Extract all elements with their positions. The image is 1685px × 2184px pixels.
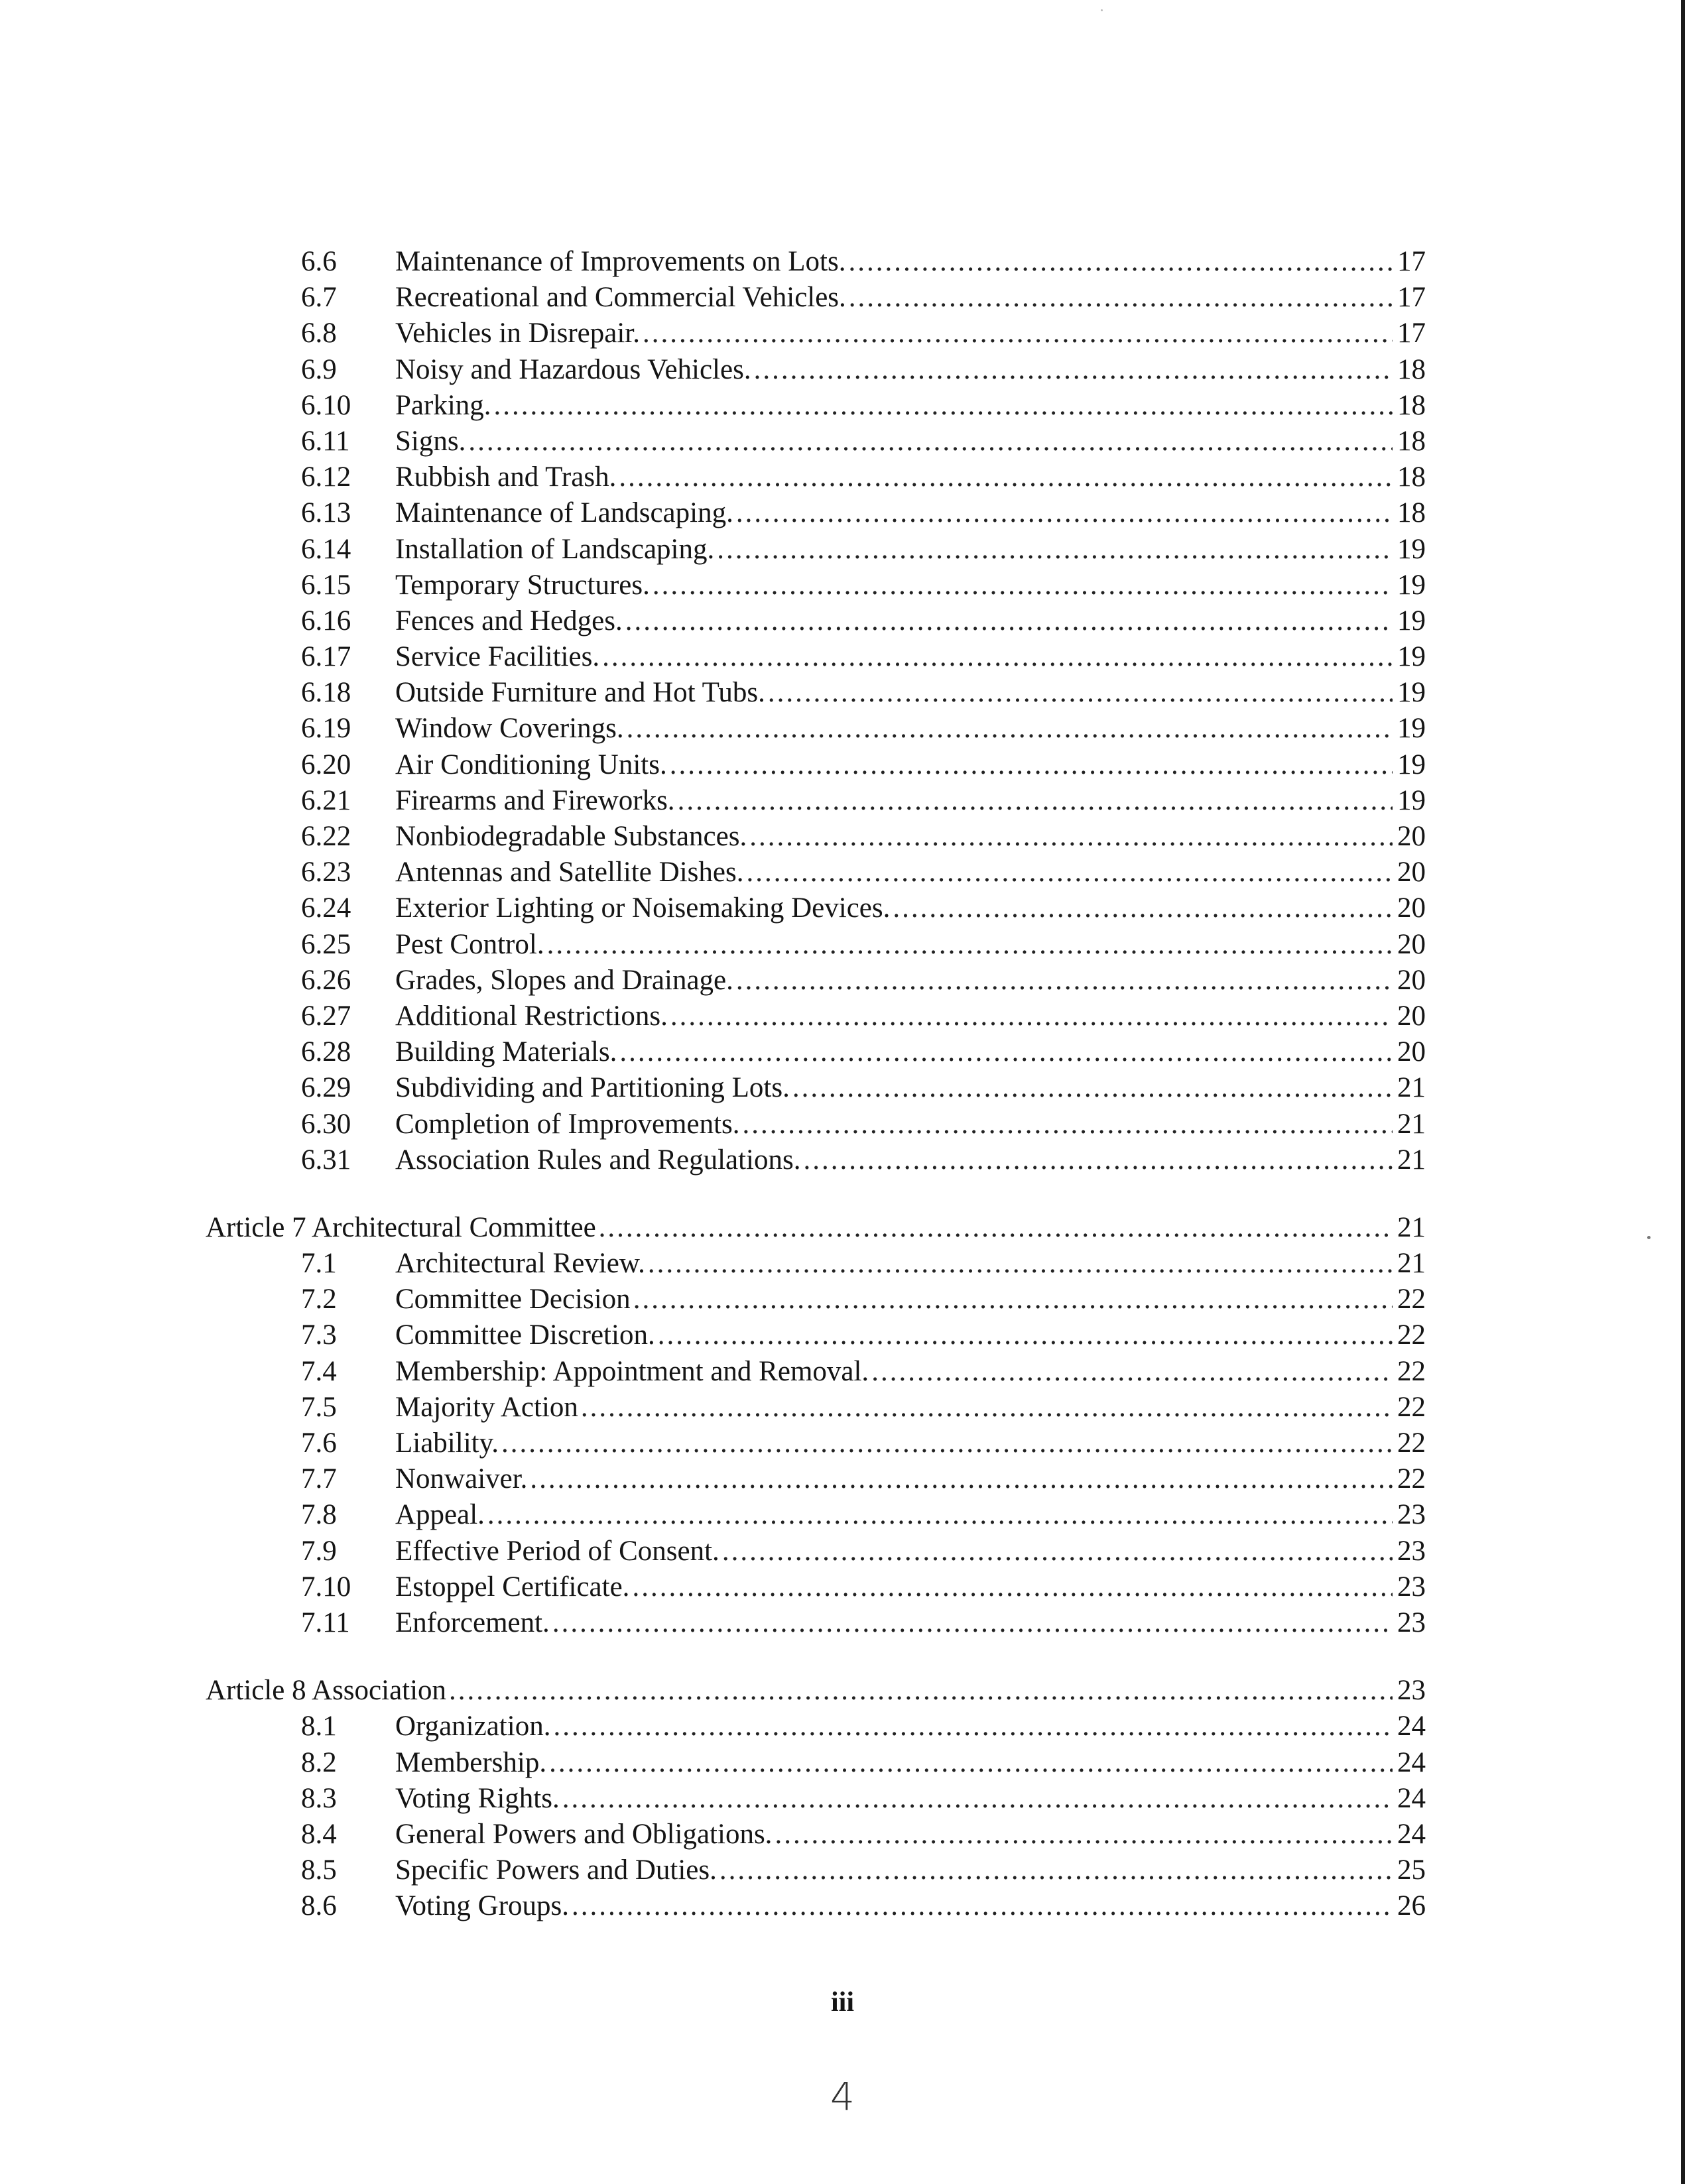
dot-leader xyxy=(717,1852,1393,1888)
entry-line xyxy=(395,1426,1426,1461)
section-title: Completion of Improvements. xyxy=(395,1108,740,1140)
page-number: 18 xyxy=(1397,389,1426,421)
section-title: Architectural Review. xyxy=(395,1248,645,1280)
toc-entry xyxy=(206,1426,1426,1461)
section-title: Installation of Landscaping. xyxy=(395,533,715,565)
section-title: Air Conditioning Units. xyxy=(395,749,667,780)
page-number: 19 xyxy=(1397,641,1426,673)
section-number: 7.7 xyxy=(301,1463,337,1495)
page-number: 24 xyxy=(1397,1818,1426,1850)
section-title: Liability. xyxy=(395,1427,499,1459)
section-number: 7.3 xyxy=(301,1319,337,1351)
dot-leader xyxy=(890,890,1393,926)
page-number: 24 xyxy=(1397,1711,1426,1742)
toc-entry xyxy=(206,963,1426,999)
section-number: 6.8 xyxy=(301,318,337,349)
toc-entry xyxy=(206,603,1426,639)
toc-entry xyxy=(206,711,1426,747)
dot-leader xyxy=(546,1745,1393,1781)
section-number: 6.14 xyxy=(301,533,351,565)
section-number: 6.21 xyxy=(301,784,351,816)
entry-line xyxy=(395,1282,1426,1317)
dot-leader xyxy=(617,1034,1393,1070)
page-number: 22 xyxy=(1397,1355,1426,1387)
section-title: Estoppel Certificate. xyxy=(395,1571,630,1603)
dot-leader xyxy=(499,1426,1393,1461)
dot-leader xyxy=(751,352,1393,388)
entry-line xyxy=(395,603,1426,639)
page-number: 23 xyxy=(1397,1607,1426,1638)
scan-speck xyxy=(1101,9,1103,11)
entry-line xyxy=(395,1317,1426,1353)
entry-line xyxy=(395,1107,1426,1142)
page-number: 19 xyxy=(1397,605,1426,637)
entry-line xyxy=(395,1745,1426,1781)
page-number: 24 xyxy=(1397,1746,1426,1778)
page-number: 22 xyxy=(1397,1427,1426,1459)
section-title: Outside Furniture and Hot Tubs. xyxy=(395,677,765,709)
dot-leader xyxy=(869,1354,1393,1390)
entry-line xyxy=(395,495,1426,531)
section-title: Specific Powers and Duties. xyxy=(395,1854,717,1886)
page-number: 22 xyxy=(1397,1284,1426,1315)
entry-line xyxy=(395,1817,1426,1852)
section-title: Association Rules and Regulations. xyxy=(395,1144,801,1176)
scan-speck xyxy=(1647,1236,1651,1239)
section-number: 6.19 xyxy=(301,713,351,745)
section-number: 8.6 xyxy=(301,1890,337,1922)
dot-leader xyxy=(733,495,1393,531)
section-number: 8.4 xyxy=(301,1818,337,1850)
entry-line xyxy=(395,352,1426,388)
section-title: Appeal. xyxy=(395,1499,485,1531)
toc-entry xyxy=(206,747,1426,783)
toc-entry xyxy=(206,1888,1426,1924)
page-number: 20 xyxy=(1397,857,1426,888)
section-number: 6.30 xyxy=(301,1108,351,1140)
dot-leader xyxy=(624,711,1393,747)
toc-entry xyxy=(206,1390,1426,1426)
entry-line xyxy=(206,1210,1426,1246)
dot-leader xyxy=(578,1390,1393,1426)
page-number: 25 xyxy=(1397,1854,1426,1886)
toc-article-heading xyxy=(206,1673,1426,1709)
dot-leader xyxy=(714,532,1393,568)
toc-entry xyxy=(206,1534,1426,1569)
entry-line xyxy=(395,747,1426,783)
page-number: 20 xyxy=(1397,892,1426,924)
page-number: 19 xyxy=(1397,569,1426,601)
section-title: Article 8 Association xyxy=(206,1675,447,1707)
section-number: 6.18 xyxy=(301,677,351,709)
table-of-contents xyxy=(206,244,1426,1924)
entry-line xyxy=(395,388,1426,424)
page-number: 18 xyxy=(1397,425,1426,457)
entry-line xyxy=(395,1534,1426,1569)
toc-entry xyxy=(206,890,1426,926)
entry-line xyxy=(395,890,1426,926)
entry-line xyxy=(206,1673,1426,1709)
dot-leader xyxy=(623,603,1393,639)
section-number: 6.16 xyxy=(301,605,351,637)
dot-leader xyxy=(550,1605,1393,1641)
toc-entry xyxy=(206,675,1426,711)
toc-entry xyxy=(206,999,1426,1034)
entry-line xyxy=(395,1888,1426,1924)
section-number: 6.9 xyxy=(301,353,337,385)
section-number: 6.31 xyxy=(301,1144,351,1176)
section-number: 6.11 xyxy=(301,425,350,457)
section-number: 6.23 xyxy=(301,857,351,888)
dot-leader xyxy=(640,316,1393,351)
section-title: Organization. xyxy=(395,1711,551,1742)
section-number: 6.22 xyxy=(301,821,351,852)
section-number: 7.11 xyxy=(301,1607,350,1638)
entry-line xyxy=(395,532,1426,568)
toc-entry xyxy=(206,352,1426,388)
dot-leader xyxy=(550,1709,1393,1744)
page-number: 21 xyxy=(1397,1211,1426,1243)
section-title: Rubbish and Trash. xyxy=(395,461,617,493)
entry-line xyxy=(395,675,1426,711)
page-number: 26 xyxy=(1397,1890,1426,1922)
entry-line xyxy=(395,639,1426,675)
section-title: Recreational and Commercial Vehicles. xyxy=(395,282,846,314)
page-number: 20 xyxy=(1397,964,1426,996)
toc-entry xyxy=(206,1781,1426,1817)
page-number: 21 xyxy=(1397,1072,1426,1104)
page-number: 19 xyxy=(1397,713,1426,745)
scan-page-edge xyxy=(1681,0,1685,2184)
entry-line xyxy=(395,855,1426,890)
section-number: 7.4 xyxy=(301,1355,337,1387)
section-title: Building Materials. xyxy=(395,1036,617,1068)
page-number: 17 xyxy=(1397,246,1426,277)
entry-line xyxy=(395,1781,1426,1817)
section-title: Subdividing and Partitioning Lots. xyxy=(395,1072,790,1104)
entry-line xyxy=(395,819,1426,855)
section-title: Committee Decision xyxy=(395,1284,631,1315)
section-number: 7.2 xyxy=(301,1284,337,1315)
section-number: 8.2 xyxy=(301,1746,337,1778)
page-number: 21 xyxy=(1397,1144,1426,1176)
section-title: General Powers and Obligations. xyxy=(395,1818,773,1850)
toc-entry xyxy=(206,927,1426,963)
toc-entry xyxy=(206,1605,1426,1641)
entry-line xyxy=(395,1605,1426,1641)
page-number: 19 xyxy=(1397,784,1426,816)
section-number: 6.6 xyxy=(301,246,337,277)
section-number: 6.27 xyxy=(301,1000,351,1032)
section-title: Firearms and Fireworks. xyxy=(395,784,675,816)
dot-leader xyxy=(772,1817,1393,1852)
section-title: Voting Groups. xyxy=(395,1890,570,1922)
section-number: 8.5 xyxy=(301,1854,337,1886)
entry-line xyxy=(395,1390,1426,1426)
entry-line xyxy=(395,1246,1426,1282)
toc-entry xyxy=(206,424,1426,459)
section-number: 8.3 xyxy=(301,1782,337,1814)
page-number: 23 xyxy=(1397,1675,1426,1707)
section-title: Maintenance of Landscaping. xyxy=(395,497,733,529)
page-number: 20 xyxy=(1397,928,1426,960)
page-number: 23 xyxy=(1397,1499,1426,1531)
entry-line xyxy=(395,1461,1426,1497)
dot-leader xyxy=(747,819,1393,855)
section-title: Antennas and Satellite Dishes. xyxy=(395,857,744,888)
entry-line xyxy=(395,424,1426,459)
dot-leader xyxy=(569,1888,1393,1924)
section-title: Voting Rights. xyxy=(395,1782,560,1814)
page-number: 19 xyxy=(1397,533,1426,565)
toc-article-heading xyxy=(206,1210,1426,1246)
toc-entry xyxy=(206,316,1426,351)
section-number: 6.20 xyxy=(301,749,351,780)
dot-leader xyxy=(527,1461,1393,1497)
section-title: Noisy and Hazardous Vehicles. xyxy=(395,353,751,385)
dot-leader xyxy=(719,1534,1393,1569)
section-number: 7.9 xyxy=(301,1535,337,1567)
section-number: 6.10 xyxy=(301,389,351,421)
dot-leader xyxy=(645,1246,1393,1282)
section-title: Exterior Lighting or Noisemaking Devices. xyxy=(395,892,891,924)
section-number: 6.26 xyxy=(301,964,351,996)
toc-entry xyxy=(206,1107,1426,1142)
section-title: Pest Control. xyxy=(395,928,544,960)
section-title: Parking. xyxy=(395,389,491,421)
toc-entry xyxy=(206,1817,1426,1852)
entry-line xyxy=(395,999,1426,1034)
section-title: Committee Discretion. xyxy=(395,1319,655,1351)
section-title: Vehicles in Disrepair. xyxy=(395,318,640,349)
dot-leader xyxy=(631,1282,1393,1317)
section-number: 6.13 xyxy=(301,497,351,529)
toc-entry xyxy=(206,532,1426,568)
page-number: 22 xyxy=(1397,1463,1426,1495)
dot-leader xyxy=(743,855,1393,890)
section-title: Service Facilities. xyxy=(395,641,600,673)
page-number: 18 xyxy=(1397,497,1426,529)
entry-line xyxy=(395,927,1426,963)
dot-leader xyxy=(740,1107,1393,1142)
dot-leader xyxy=(560,1781,1393,1817)
page-number: 20 xyxy=(1397,1036,1426,1068)
entry-line xyxy=(395,1070,1426,1106)
section-title: Nonbiodegradable Substances. xyxy=(395,821,747,852)
page-number: 18 xyxy=(1397,353,1426,385)
toc-entry xyxy=(206,1317,1426,1353)
entry-line xyxy=(395,316,1426,351)
dot-leader xyxy=(599,639,1393,675)
section-title: Majority Action xyxy=(395,1391,578,1423)
toc-entry xyxy=(206,639,1426,675)
section-title: Nonwaiver. xyxy=(395,1463,528,1495)
toc-entry xyxy=(206,244,1426,280)
section-title: Enforcement. xyxy=(395,1607,550,1638)
entry-line xyxy=(395,1569,1426,1605)
section-title: Temporary Structures. xyxy=(395,569,650,601)
dot-leader xyxy=(667,747,1393,783)
dot-leader xyxy=(629,1569,1393,1605)
section-number: 6.29 xyxy=(301,1072,351,1104)
section-number: 6.7 xyxy=(301,282,337,314)
section-number: 6.28 xyxy=(301,1036,351,1068)
page-number: 19 xyxy=(1397,749,1426,780)
entry-line xyxy=(395,1142,1426,1178)
dot-leader xyxy=(846,280,1393,316)
page-number: 21 xyxy=(1397,1108,1426,1140)
dot-leader xyxy=(801,1142,1393,1178)
section-title: Grades, Slopes and Drainage. xyxy=(395,964,733,996)
toc-entry xyxy=(206,1497,1426,1533)
section-number: 7.1 xyxy=(301,1248,337,1280)
entry-line xyxy=(395,963,1426,999)
entry-line xyxy=(395,280,1426,316)
dot-leader xyxy=(668,999,1393,1034)
entry-line xyxy=(395,1709,1426,1744)
section-number: 6.15 xyxy=(301,569,351,601)
toc-entry xyxy=(206,1461,1426,1497)
entry-line xyxy=(395,1034,1426,1070)
section-number: 7.6 xyxy=(301,1427,337,1459)
toc-entry xyxy=(206,1246,1426,1282)
section-number: 8.1 xyxy=(301,1711,337,1742)
toc-entry xyxy=(206,1034,1426,1070)
section-number: 7.5 xyxy=(301,1391,337,1423)
page-number: 23 xyxy=(1397,1571,1426,1603)
page-number: 17 xyxy=(1397,318,1426,349)
toc-entry xyxy=(206,568,1426,603)
entry-line xyxy=(395,711,1426,747)
section-number: 6.17 xyxy=(301,641,351,673)
page-number: 21 xyxy=(1397,1248,1426,1280)
dot-leader xyxy=(466,424,1393,459)
toc-entry xyxy=(206,1282,1426,1317)
entry-line xyxy=(395,568,1426,603)
toc-entry xyxy=(206,1569,1426,1605)
page-number: 20 xyxy=(1397,1000,1426,1032)
toc-entry xyxy=(206,855,1426,890)
toc-entry xyxy=(206,1852,1426,1888)
toc-entry xyxy=(206,388,1426,424)
dot-leader xyxy=(765,675,1393,711)
entry-line xyxy=(395,1354,1426,1390)
section-title: Signs. xyxy=(395,425,466,457)
page-number: 22 xyxy=(1397,1391,1426,1423)
dot-leader xyxy=(491,388,1393,424)
section-number: 7.8 xyxy=(301,1499,337,1531)
section-title: Article 7 Architectural Committee xyxy=(206,1211,596,1243)
toc-entry xyxy=(206,280,1426,316)
dot-leader xyxy=(544,927,1393,963)
dot-leader xyxy=(790,1070,1393,1106)
page-number: 22 xyxy=(1397,1319,1426,1351)
dot-leader xyxy=(650,568,1393,603)
section-title: Additional Restrictions. xyxy=(395,1000,668,1032)
toc-entry xyxy=(206,819,1426,855)
dot-leader xyxy=(675,783,1393,819)
toc-entry xyxy=(206,1745,1426,1781)
section-title: Window Coverings. xyxy=(395,713,624,745)
section-title: Fences and Hedges. xyxy=(395,605,623,637)
page-number: 19 xyxy=(1397,677,1426,709)
section-number: 6.25 xyxy=(301,928,351,960)
entry-line xyxy=(395,1852,1426,1888)
page-number: 17 xyxy=(1397,282,1426,314)
toc-entry xyxy=(206,1709,1426,1744)
entry-line xyxy=(395,783,1426,819)
toc-entry xyxy=(206,1142,1426,1178)
dot-leader xyxy=(485,1497,1393,1533)
toc-entry xyxy=(206,495,1426,531)
section-number: 7.10 xyxy=(301,1571,351,1603)
toc-entry xyxy=(206,783,1426,819)
page-number: 23 xyxy=(1397,1535,1426,1567)
entry-line xyxy=(395,1497,1426,1533)
section-title: Effective Period of Consent. xyxy=(395,1535,719,1567)
page-number: 24 xyxy=(1397,1782,1426,1814)
page-numeral: iii xyxy=(830,1987,854,2018)
dot-leader xyxy=(655,1317,1393,1353)
entry-line xyxy=(395,459,1426,495)
dot-leader xyxy=(596,1210,1393,1246)
dot-leader xyxy=(446,1673,1393,1709)
toc-entry xyxy=(206,1070,1426,1106)
section-title: Membership. xyxy=(395,1746,547,1778)
section-number: 6.24 xyxy=(301,892,351,924)
handwritten-page-number: 4 xyxy=(830,2074,855,2119)
dot-leader xyxy=(733,963,1393,999)
dot-leader xyxy=(616,459,1393,495)
section-title: Membership: Appointment and Removal. xyxy=(395,1355,869,1387)
section-title: Maintenance of Improvements on Lots. xyxy=(395,246,846,277)
entry-line xyxy=(395,244,1426,280)
page-number: 18 xyxy=(1397,461,1426,493)
toc-entry xyxy=(206,459,1426,495)
page-number: 20 xyxy=(1397,821,1426,852)
section-number: 6.12 xyxy=(301,461,351,493)
toc-entry xyxy=(206,1354,1426,1390)
dot-leader xyxy=(845,244,1393,280)
